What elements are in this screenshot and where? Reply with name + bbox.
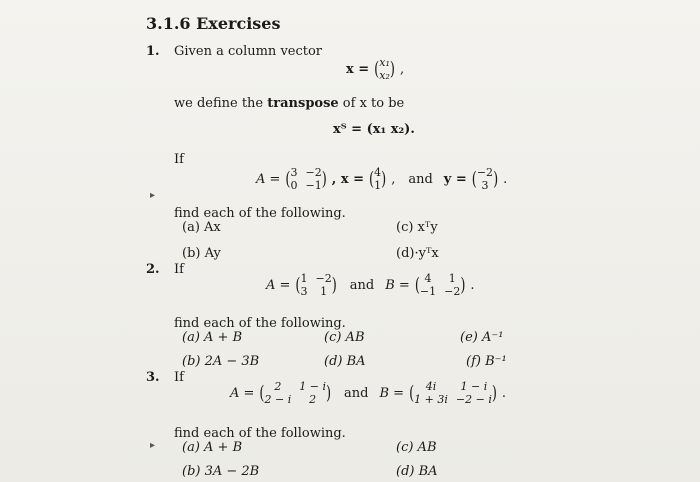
matrix-B: ( 4i 1 − i 1 + 3i −2 − i ) — [409, 380, 497, 406]
exercise-2-number: 2. — [146, 262, 160, 277]
matrix-A: ( 3 −2 0 −1 ) — [285, 166, 327, 192]
matrix-cell: 1 − i — [460, 380, 488, 393]
bullet-mark: ▸ — [150, 440, 156, 451]
section-title: 3.1.6 Exercises — [146, 14, 281, 33]
matrix-cell: −2 − i — [455, 393, 492, 406]
exercise-1-part-a: (a) Ax — [182, 220, 221, 235]
and-word: and — [349, 277, 375, 293]
exercise-2-if: If — [174, 262, 184, 277]
matrix-A-label: A = — [266, 277, 291, 293]
exercise-1-number: 1. — [146, 44, 160, 59]
column-vector-x: x = ( x₁ x₂ ) , — [346, 56, 405, 82]
matrix-cell: −1 — [419, 285, 437, 298]
matrix-B-label: B = — [385, 277, 410, 293]
matrix-cell: 1 + 3i — [414, 393, 448, 406]
vector-entry: −2 — [476, 166, 494, 179]
matrix-cell: 0 — [290, 179, 298, 192]
exercise-1-if: If — [174, 152, 184, 167]
matrix-cell: −2 — [305, 166, 322, 179]
vector-x: ( 4 1 ) — [369, 166, 387, 192]
matrix-cell: −1 — [305, 179, 322, 192]
exercise-3-part-d: (d) BA — [396, 464, 438, 479]
matrix-cell: 1 — [300, 272, 308, 285]
exercise-1-part-c: (c) xᵀy — [396, 220, 438, 235]
matrix-A-label: A = — [230, 385, 255, 401]
transpose-term: transpose — [267, 96, 339, 111]
exercise-3-find: find each of the following. — [174, 426, 346, 441]
exercise-2-part-a: (a) A + B — [182, 330, 243, 345]
matrix-cell: −2 — [315, 272, 332, 285]
vector-y-label: y = — [443, 171, 467, 187]
matrix-A-label: A = — [256, 171, 281, 187]
exercise-2-find: find each of the following. — [174, 316, 346, 331]
vector-x-label: x = — [346, 61, 370, 77]
matrix-cell: 2 — [274, 380, 282, 393]
exercise-3-if: If — [174, 370, 184, 385]
exercise-1-matrices: A = ( 3 −2 0 −1 ) , x = ( 4 1 ) , and y = ( −2 3 ) . — [256, 166, 508, 192]
matrix-A: ( 1 −2 3 1 ) — [295, 272, 337, 298]
exercise-1-intro: Given a column vector — [174, 44, 323, 59]
matrix-cell: 3 — [300, 285, 308, 298]
exercise-3-part-c: (c) AB — [396, 440, 437, 455]
matrix-cell: 1 − i — [299, 380, 326, 393]
vector-entry: 1 — [374, 179, 382, 192]
matrix-cell: 3 — [290, 166, 298, 179]
and-word: and — [344, 385, 369, 401]
exercise-1-part-b: (b) Ay — [182, 246, 221, 261]
exercise-2-part-d: (d) BA — [324, 354, 366, 369]
exercise-1-find: find each of the following. — [174, 206, 346, 221]
transpose-definition — [174, 96, 404, 111]
matrix-B-label: B = — [379, 385, 405, 401]
matrix-cell: 1 — [448, 272, 456, 285]
and-word: and — [408, 171, 433, 187]
matrix-cell: 2 − i — [264, 393, 292, 406]
matrix-cell: 2 — [309, 393, 317, 406]
vector-entry: x₁ — [379, 56, 390, 69]
exercise-2-part-c: (c) AB — [324, 330, 365, 345]
exercise-2-matrices: A = ( 1 −2 3 1 ) and B = ( 4 1 −1 −2 ) . — [266, 272, 475, 298]
vector-x-matrix: ( x₁ x₂ ) — [374, 56, 395, 82]
matrix-cell: 4i — [425, 380, 437, 393]
exercise-3-number: 3. — [146, 370, 160, 385]
exercise-1-part-d: (d)·yᵀx — [396, 246, 439, 261]
vector-x-label: , x = — [331, 171, 365, 187]
exercise-2-part-b: (b) 2A − 3B — [182, 354, 260, 369]
vector-entry: 3 — [481, 179, 489, 192]
vector-y: ( −2 3 ) — [471, 166, 499, 192]
definition-text: of x to be — [338, 96, 405, 111]
exercise-3-part-b: (b) 3A − 2B — [182, 464, 260, 479]
matrix-cell: −2 — [444, 285, 461, 298]
matrix-B: ( 4 1 −1 −2 ) — [414, 272, 466, 298]
matrix-A: ( 2 1 − i 2 − i 2 ) — [259, 380, 332, 406]
exercise-3-part-a: (a) A + B — [182, 440, 243, 455]
vector-entry: 4 — [374, 166, 382, 179]
exercise-2-part-f: (f) B⁻¹ — [466, 354, 507, 369]
vector-entry: x₂ — [379, 69, 390, 82]
transpose-formula: xᵀ = (x₁ x₂). — [333, 122, 415, 137]
exercise-3-matrices: A = ( 2 1 − i 2 − i 2 ) and B = ( 4i 1 − i 1 + 3i −2 − i ) . — [230, 380, 507, 406]
matrix-cell: 4 — [424, 272, 432, 285]
bullet-mark: ▸ — [150, 190, 156, 201]
definition-text: we define the — [174, 96, 268, 111]
matrix-cell: 1 — [320, 285, 328, 298]
exercise-2-part-e: (e) A⁻¹ — [460, 330, 504, 345]
